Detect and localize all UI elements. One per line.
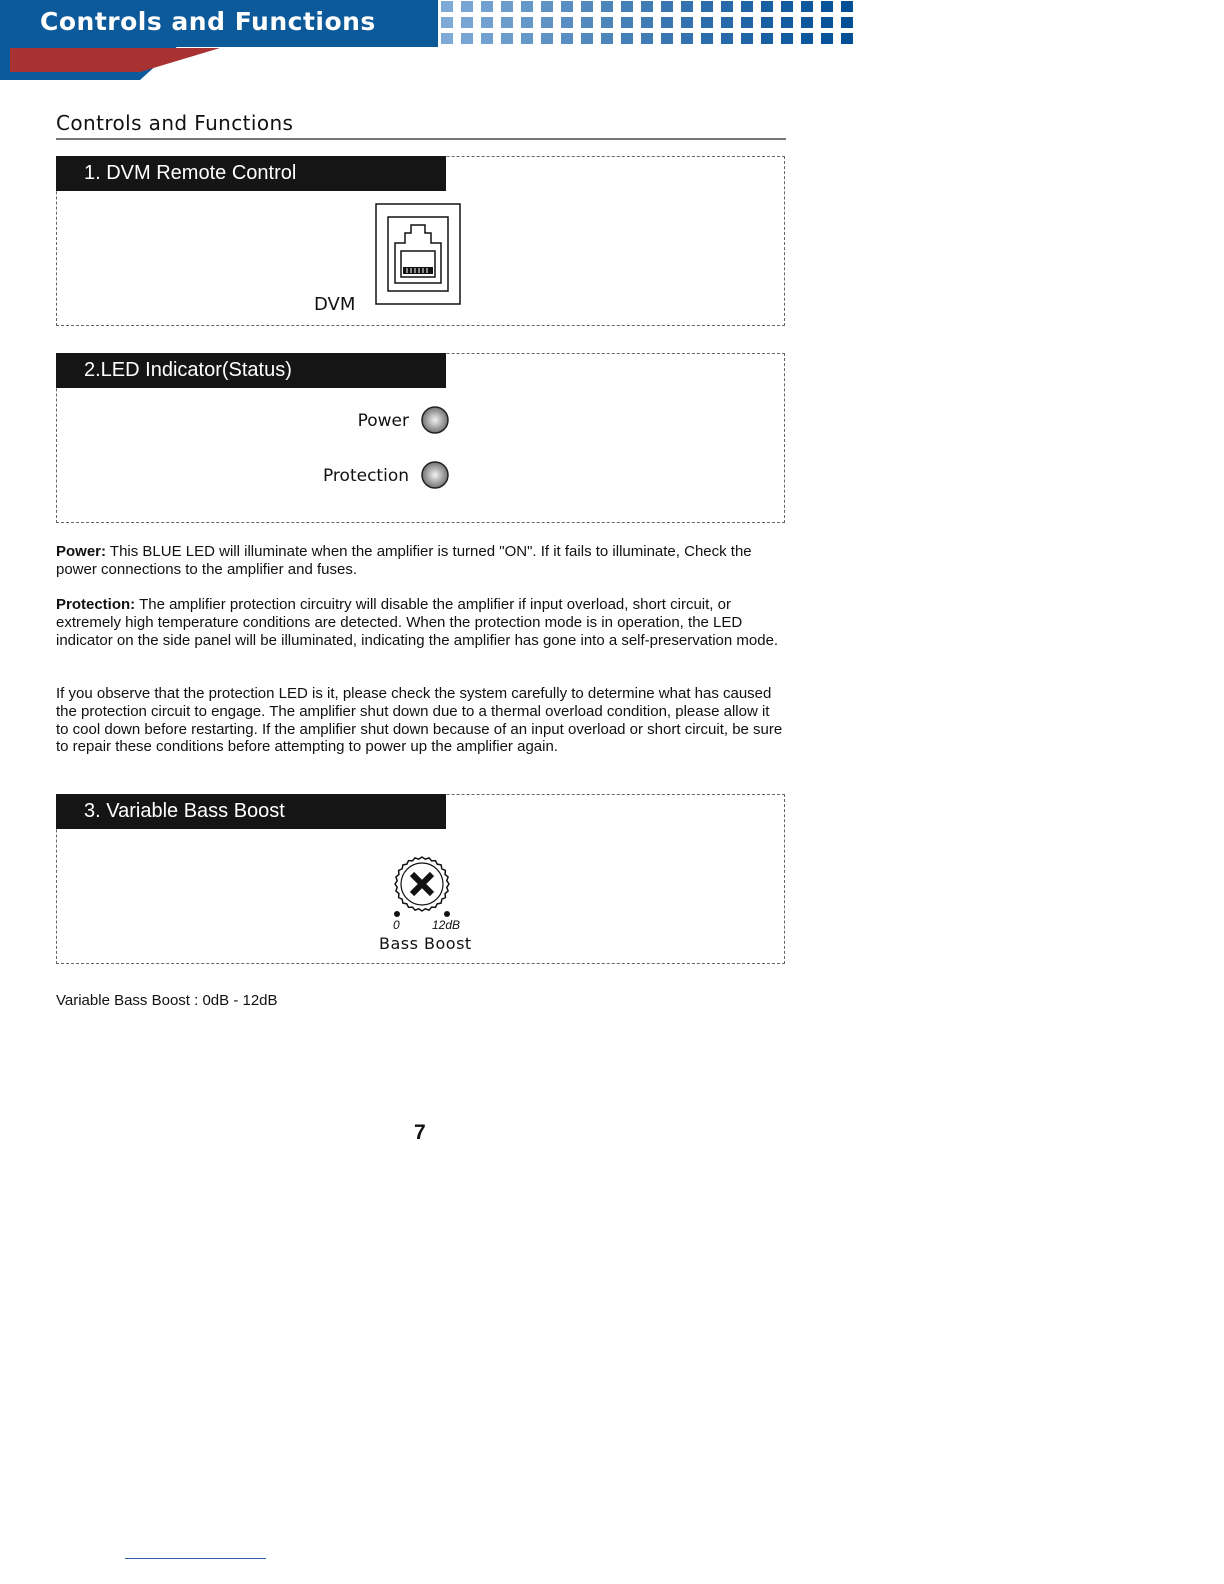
header-pattern-square [761, 1, 773, 12]
footer-divider [125, 1558, 266, 1559]
header-pattern-square [841, 1, 853, 12]
header-title: Controls and Functions [40, 7, 376, 36]
led-panel-title: 2.LED Indicator(Status) [56, 353, 446, 388]
section-divider [56, 138, 786, 140]
header-pattern [441, 1, 861, 49]
header-pattern-square [601, 1, 613, 12]
header-pattern-square [741, 1, 753, 12]
header-pattern-square [801, 1, 813, 12]
protection-description-text: The amplifier protection circuitry will disable the amplifier if input overload, short circuit, or extremely high temperature conditions are detected. When the protection mode is in operation, the LED indicator on the side panel will be illuminated, indicating the amplifier has gone into a self-preservation mode. [56, 596, 779, 649]
header-pattern-square [841, 33, 853, 44]
header-pattern-square [721, 17, 733, 28]
header-pattern-square [621, 33, 633, 44]
header-pattern-square [701, 33, 713, 44]
header-pattern-square [541, 1, 553, 12]
header-pattern-square [481, 33, 493, 44]
header-pattern-square [561, 1, 573, 12]
header-pattern-square [521, 33, 533, 44]
header-pattern-square [761, 17, 773, 28]
bass-boost-label: Bass Boost [379, 934, 472, 953]
header-pattern-square [601, 33, 613, 44]
page-number: 7 [414, 1121, 426, 1144]
power-led-label: Power [357, 411, 409, 431]
header-pattern-square [661, 1, 673, 12]
header-pattern-square [781, 1, 793, 12]
header-pattern-square [561, 33, 573, 44]
header-pattern-square [661, 17, 673, 28]
header-pattern-square [521, 1, 533, 12]
header-pattern-square [681, 33, 693, 44]
header-pattern-square [581, 1, 593, 12]
bass-panel [56, 794, 785, 964]
section-heading: Controls and Functions [56, 111, 294, 135]
protection-description-label: Protection: [56, 596, 136, 613]
rj-jack-icon [375, 203, 461, 305]
power-description-label: Power: [56, 543, 107, 560]
header-pattern-square [441, 33, 453, 44]
header-pattern-square [661, 33, 673, 44]
bass-range-text: Variable Bass Boost : 0dB - 12dB [56, 992, 278, 1009]
power-description [56, 543, 786, 579]
power-led-icon [421, 406, 449, 434]
header-pattern-square [621, 17, 633, 28]
header-pattern-square [821, 17, 833, 28]
header-pattern-square [821, 1, 833, 12]
header-pattern-square [801, 33, 813, 44]
header-pattern-square [741, 33, 753, 44]
header-pattern-square [701, 17, 713, 28]
header-pattern-square [721, 33, 733, 44]
dvm-panel-title: 1. DVM Remote Control [56, 156, 446, 191]
power-description-text: This BLUE LED will illuminate when the amplifier is turned "ON". If it fails to illuminate, Check the power connections to the amplifier and fuses. [56, 543, 752, 578]
header-pattern-square [581, 33, 593, 44]
header-pattern-square [681, 17, 693, 28]
header-pattern-square [701, 1, 713, 12]
protection-observe-paragraph: If you observe that the protection LED is it, please check the system carefully to determine what has caused the protection circuit to engage. The amplifier shut down due to a thermal overload condition, please allow it to cool down before restarting. If the amplifier shut down because of an input overload or short circuit, be sure to repair these conditions before attempting to power up the amplifier again. [56, 685, 783, 756]
header-pattern-square [461, 1, 473, 12]
header-pattern-square [501, 33, 513, 44]
header-pattern-square [761, 33, 773, 44]
header-pattern-square [581, 17, 593, 28]
header-pattern-square [541, 17, 553, 28]
dvm-label: DVM [314, 294, 356, 315]
header-pattern-square [481, 17, 493, 28]
bass-panel-title: 3. Variable Bass Boost [56, 794, 446, 829]
bass-boost-min-label: 0 [393, 918, 400, 932]
header-pattern-square [641, 33, 653, 44]
header-pattern-square [461, 33, 473, 44]
bass-boost-max-label: 12dB [432, 918, 461, 932]
header-pattern-square [641, 17, 653, 28]
header-pattern-square [821, 33, 833, 44]
header-pattern-square [561, 17, 573, 28]
header-pattern-square [841, 17, 853, 28]
header-pattern-square [601, 17, 613, 28]
header-pattern-square [741, 17, 753, 28]
header-pattern-square [641, 1, 653, 12]
dvm-panel [56, 156, 785, 326]
led-panel [56, 353, 785, 523]
header-pattern-square [501, 17, 513, 28]
header-pattern-square [721, 1, 733, 12]
header-pattern-square [781, 33, 793, 44]
header-pattern-square [501, 1, 513, 12]
header-pattern-square [481, 1, 493, 12]
protection-led-icon [421, 461, 449, 489]
header-pattern-square [441, 17, 453, 28]
header-pattern-square [621, 1, 633, 12]
header-pattern-square [681, 1, 693, 12]
header-pattern-square [801, 17, 813, 28]
bass-boost-knob-icon [394, 856, 450, 918]
header-pattern-square [541, 33, 553, 44]
header-pattern-square [441, 1, 453, 12]
header-pattern-square [781, 17, 793, 28]
protection-led-label: Protection [322, 466, 409, 486]
header-pattern-square [461, 17, 473, 28]
header-pattern-square [521, 17, 533, 28]
protection-description [56, 596, 786, 649]
